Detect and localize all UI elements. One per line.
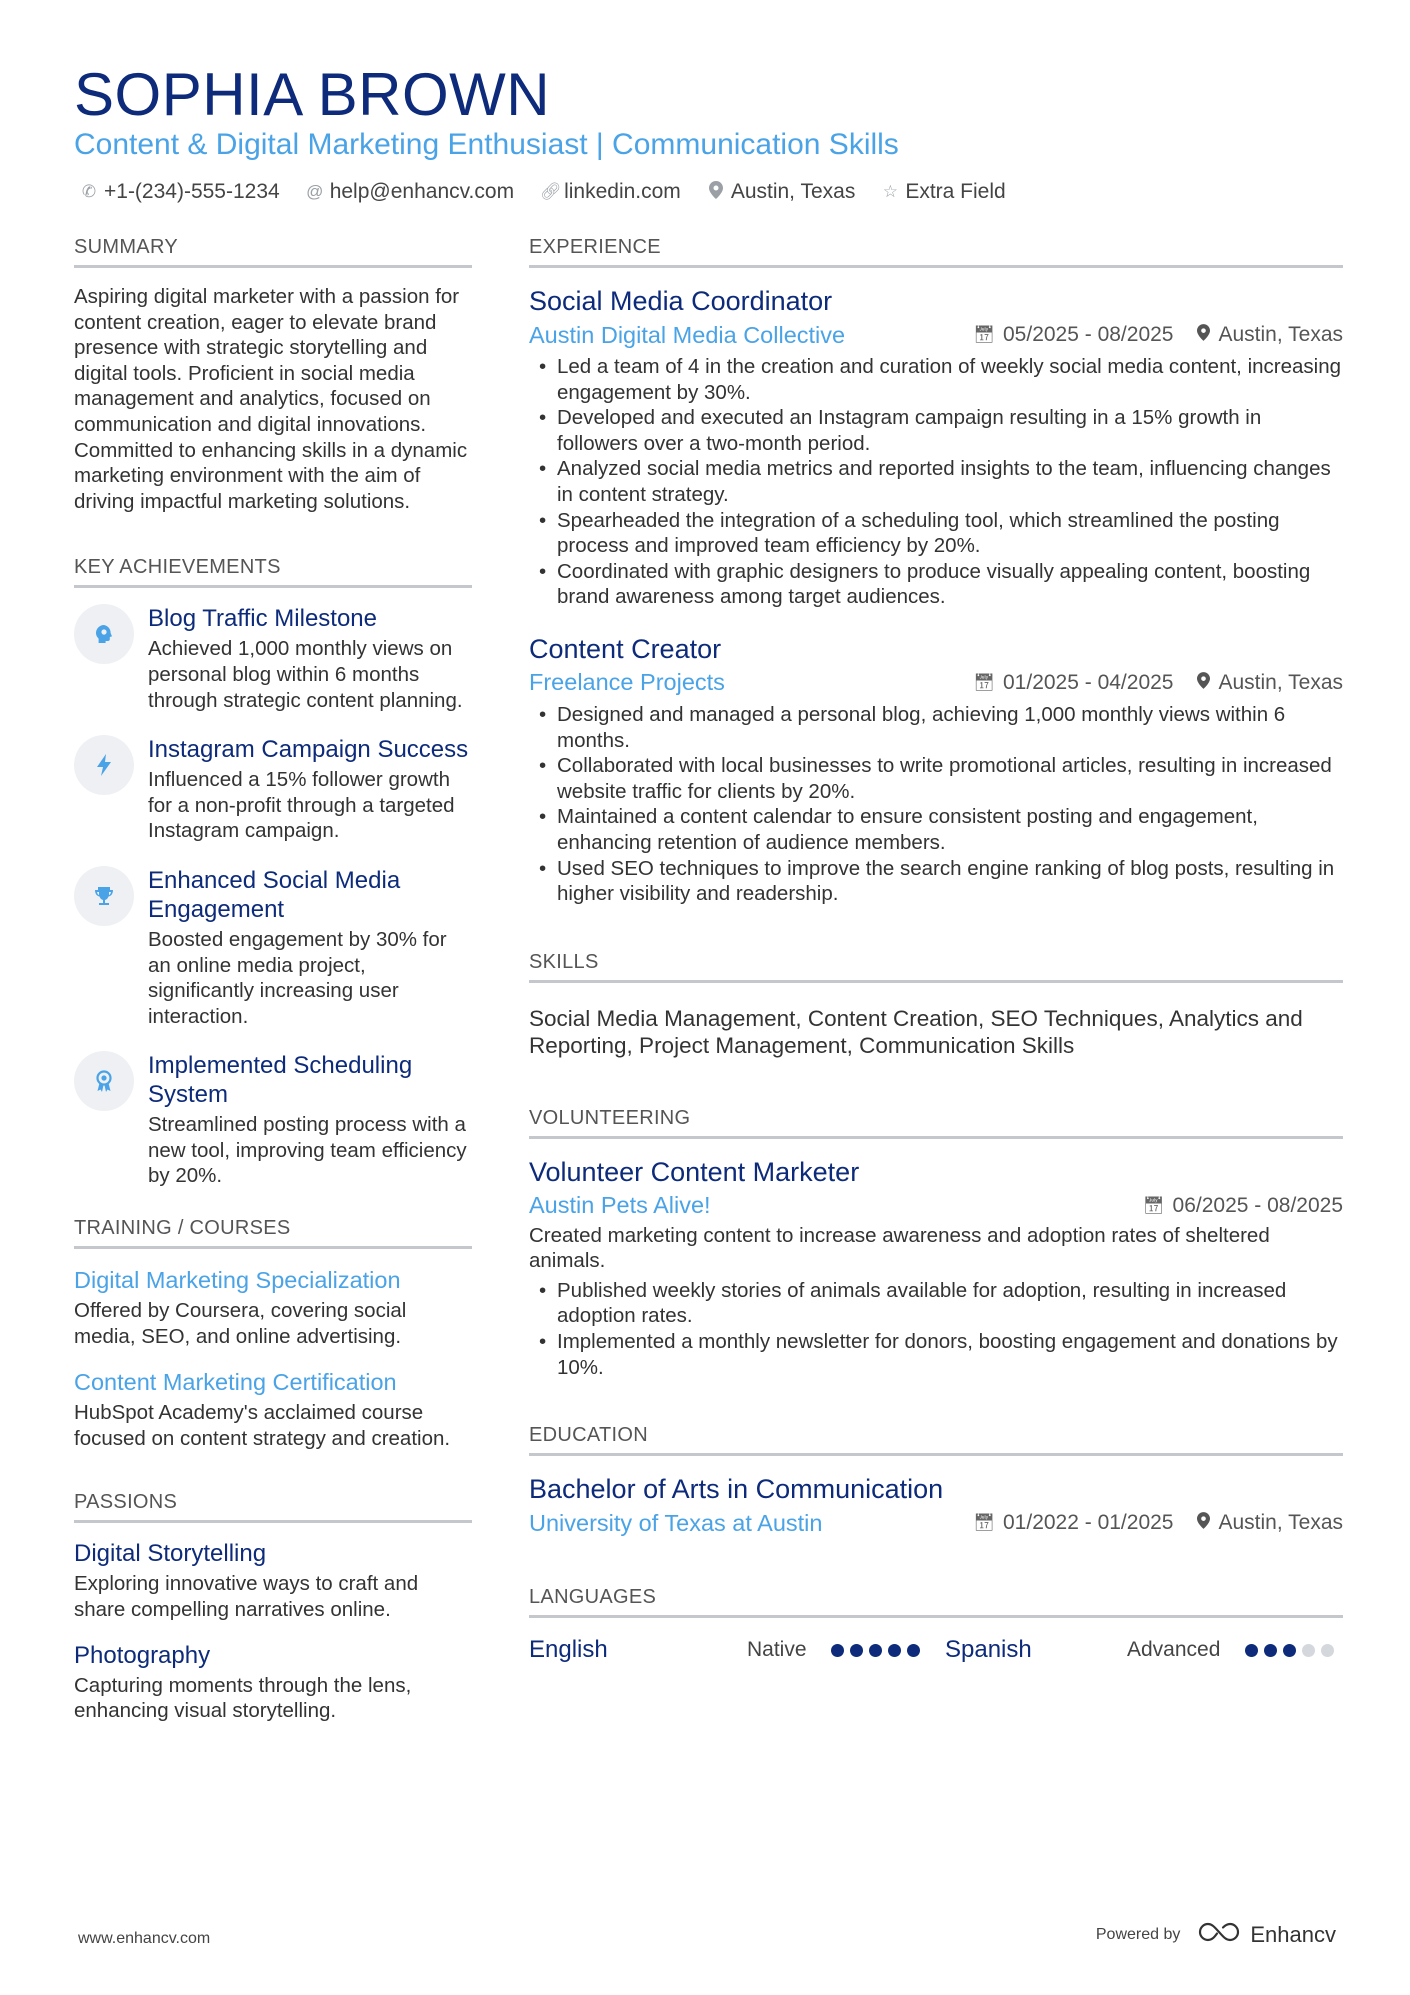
- achievements-section: [74, 556, 472, 1189]
- contact-location-text: Austin, Texas: [730, 180, 856, 203]
- badge-icon: [74, 1051, 134, 1111]
- skills-text: Social Media Management, Content Creation, SEO Techniques, Analytics and Reporting, Project Management, Communication Skills: [529, 1005, 1303, 1058]
- language-name: English: [529, 1636, 608, 1664]
- summary-section: [74, 236, 472, 514]
- skills-heading: SKILLS: [529, 951, 1343, 983]
- brand-logo[interactable]: [1196, 1920, 1336, 1950]
- location-icon: [1197, 672, 1210, 694]
- job-bullet: • Collaborated with local businesses to write promotional articles, resulting in increased website traffic for clients by 20%.: [529, 753, 1343, 804]
- passion-title: Photography: [74, 1641, 211, 1669]
- rating-dot-empty: [1321, 1644, 1334, 1657]
- job-location: Austin, Texas: [1218, 670, 1343, 694]
- passion-title: Digital Storytelling: [74, 1540, 267, 1568]
- skills-section: [529, 951, 1343, 1059]
- passions-heading: PASSIONS: [74, 1491, 472, 1523]
- left-column: [74, 236, 472, 1724]
- rating-dot-filled: [1283, 1644, 1296, 1657]
- achievement-title: Enhanced Social Media Engagement: [148, 866, 401, 923]
- infinity-logo-icon: [1196, 1920, 1242, 1950]
- language-level: Native: [747, 1638, 807, 1662]
- job-bullet: • Coordinated with graphic designers to produce visually appealing content, boosting brand awareness among target audiences.: [529, 559, 1343, 610]
- volunteering-section: [529, 1107, 1343, 1381]
- languages-section: [529, 1586, 1343, 1670]
- job-company: Austin Digital Media Collective: [529, 321, 846, 348]
- job-bullets: [529, 354, 1343, 610]
- job-location: Austin, Texas: [1218, 323, 1343, 346]
- achievement-text: Streamlined posting process with a new tool, improving team efficiency by 20%.: [148, 1113, 467, 1188]
- job-entry: [529, 284, 1343, 610]
- volunteer-description: Created marketing content to increase awareness and adoption rates of sheltered animals.: [529, 1223, 1270, 1273]
- rating-dot-filled: [888, 1644, 901, 1657]
- job-bullet: • Used SEO techniques to improve the search engine ranking of blog posts, resulting in higher visibility and readership.: [529, 856, 1343, 907]
- summary-text: Aspiring digital marketer with a passion for content creation, eager to elevate brand presence with strategic storytelling and digital tools. Proficient in social media management and analytics, focused on communication and digital innovations. Committed to enhancing skills in a dynamic marketing environment with the aim of driving impactful marketing solutions.: [74, 285, 468, 513]
- contact-linkedin-text: linkedin.com: [564, 180, 681, 203]
- footer-website[interactable]: www.enhancv.com: [78, 1930, 211, 1947]
- job-bullets: [529, 702, 1343, 907]
- achievement-item: [74, 735, 472, 844]
- volunteer-org: Austin Pets Alive!: [529, 1192, 711, 1219]
- language-item: [945, 1636, 1343, 1664]
- contact-extra: [881, 180, 1005, 204]
- training-item: [74, 1265, 472, 1349]
- experience-section: [529, 236, 1343, 907]
- lightbulb-head-icon: [74, 604, 134, 664]
- language-rating: [1245, 1644, 1334, 1657]
- language-item: [529, 1636, 927, 1664]
- language-level: Advanced: [1127, 1638, 1221, 1662]
- achievement-item: [74, 604, 472, 713]
- education-heading: EDUCATION: [529, 1424, 1343, 1456]
- education-location: Austin, Texas: [1218, 1511, 1343, 1535]
- achievement-item: [74, 1051, 472, 1189]
- languages-heading: LANGUAGES: [529, 1586, 1343, 1618]
- experience-heading: EXPERIENCE: [529, 236, 1343, 268]
- job-dates: 05/2025 - 08/2025: [1003, 323, 1174, 346]
- training-item: [74, 1367, 472, 1451]
- calendar-icon: 📅︎: [973, 1513, 995, 1533]
- trophy-icon: [74, 866, 134, 926]
- brand-name: Enhancv: [1250, 1922, 1336, 1947]
- passion-text: Capturing moments through the lens, enhancing visual storytelling.: [74, 1673, 412, 1723]
- contact-location: [707, 180, 856, 204]
- powered-by-label: Powered by: [1095, 1926, 1181, 1943]
- education-section: [529, 1424, 1343, 1540]
- contact-phone[interactable]: [80, 180, 280, 204]
- achievement-item: [74, 866, 472, 1029]
- training-title: Content Marketing Certification: [74, 1369, 397, 1396]
- passion-text: Exploring innovative ways to craft and share compelling narratives online.: [74, 1572, 419, 1622]
- rating-dot-filled: [850, 1644, 863, 1657]
- link-icon: 🔗︎: [540, 182, 562, 201]
- job-bullet: • Led a team of 4 in the creation and curation of weekly social media content, increasing engagement by 30%.: [529, 354, 1343, 405]
- job-bullet: • Designed and managed a personal blog, achieving 1,000 monthly views within 6 months.: [529, 702, 1343, 753]
- training-section: [74, 1217, 472, 1451]
- location-icon: [707, 181, 725, 204]
- volunteer-bullet: • Implemented a monthly newsletter for donors, boosting engagement and donations by 10%.: [529, 1329, 1343, 1380]
- achievement-title: Blog Traffic Milestone: [148, 605, 377, 633]
- passion-item: [74, 1539, 472, 1622]
- rating-dot-filled: [831, 1644, 844, 1657]
- volunteer-bullets: [529, 1278, 1343, 1380]
- rating-dot-empty: [1302, 1644, 1315, 1657]
- calendar-icon: 📅︎: [973, 672, 995, 692]
- achievement-title: Implemented Scheduling System: [148, 1052, 413, 1109]
- languages-row: [529, 1630, 1343, 1670]
- rating-dot-filled: [1264, 1644, 1277, 1657]
- contact-extra-text: Extra Field: [905, 180, 1006, 203]
- language-name: Spanish: [945, 1636, 1032, 1664]
- contact-phone-text: +1-(234)-555-1234: [104, 180, 280, 203]
- achievements-heading: KEY ACHIEVEMENTS: [74, 556, 472, 588]
- volunteer-role: Volunteer Content Marketer: [529, 1156, 860, 1187]
- rating-dot-filled: [1245, 1644, 1258, 1657]
- job-entry: [529, 632, 1343, 907]
- footer-branding: [1096, 1920, 1336, 1950]
- contact-email[interactable]: [306, 180, 514, 204]
- location-icon: [1197, 324, 1210, 346]
- job-company: Freelance Projects: [529, 669, 725, 696]
- volunteering-heading: VOLUNTEERING: [529, 1107, 1343, 1139]
- passion-item: [74, 1641, 472, 1724]
- achievement-text: Influenced a 15% follower growth for a non-profit through a targeted Instagram campaign.: [148, 768, 455, 843]
- right-column: [529, 236, 1343, 1670]
- rating-dot-filled: [869, 1644, 882, 1657]
- volunteer-bullet: • Published weekly stories of animals available for adoption, resulting in increased adoption rates.: [529, 1278, 1343, 1329]
- job-bullet: • Spearheaded the integration of a scheduling tool, which streamlined the posting process and improved team efficiency by 20%.: [529, 508, 1343, 559]
- job-title: Content Creator: [529, 633, 722, 664]
- contact-bar: [80, 177, 1006, 207]
- lightning-icon: [74, 735, 134, 795]
- achievement-text: Boosted engagement by 30% for an online media project, significantly increasing user interaction.: [148, 927, 447, 1028]
- education-dates: 01/2022 - 01/2025: [1003, 1511, 1174, 1535]
- training-title: Digital Marketing Specialization: [74, 1267, 401, 1294]
- job-dates: 01/2025 - 04/2025: [1003, 670, 1174, 694]
- job-bullet: • Developed and executed an Instagram campaign resulting in a 15% growth in followers over a two-month period.: [529, 405, 1343, 456]
- candidate-name: SOPHIA BROWN: [74, 61, 551, 128]
- education-degree: Bachelor of Arts in Communication: [529, 1474, 944, 1505]
- education-school: University of Texas at Austin: [529, 1509, 823, 1536]
- contact-linkedin[interactable]: [540, 180, 681, 204]
- achievement-text: Achieved 1,000 monthly views on personal blog within 6 months through strategic content planning.: [148, 637, 463, 712]
- calendar-icon: 📅︎: [1142, 1195, 1165, 1215]
- training-text: Offered by Coursera, covering social media, SEO, and online advertising.: [74, 1299, 407, 1348]
- job-bullet: • Maintained a content calendar to ensure consistent posting and engagement, enhancing retention of audience members.: [529, 804, 1343, 855]
- location-icon: [1197, 1512, 1210, 1534]
- volunteer-dates: 06/2025 - 08/2025: [1172, 1193, 1343, 1217]
- rating-dot-filled: [907, 1644, 920, 1657]
- candidate-headline: Content & Digital Marketing Enthusiast | Communication Skills: [74, 128, 899, 161]
- language-rating: [831, 1644, 920, 1657]
- passions-section: [74, 1491, 472, 1723]
- training-heading: TRAINING / COURSES: [74, 1217, 472, 1249]
- at-icon: @: [306, 182, 324, 201]
- summary-heading: SUMMARY: [74, 236, 472, 268]
- job-bullet: • Analyzed social media metrics and reported insights to the team, influencing changes in content strategy.: [529, 456, 1343, 507]
- star-icon: ☆: [882, 182, 898, 201]
- training-text: HubSpot Academy's acclaimed course focused on content strategy and creation.: [74, 1401, 451, 1450]
- calendar-icon: 📅︎: [973, 325, 995, 344]
- achievement-title: Instagram Campaign Success: [148, 736, 469, 764]
- job-title: Social Media Coordinator: [529, 286, 833, 316]
- contact-email-text: help@enhancv.com: [329, 180, 515, 203]
- phone-icon: ✆: [81, 182, 97, 201]
